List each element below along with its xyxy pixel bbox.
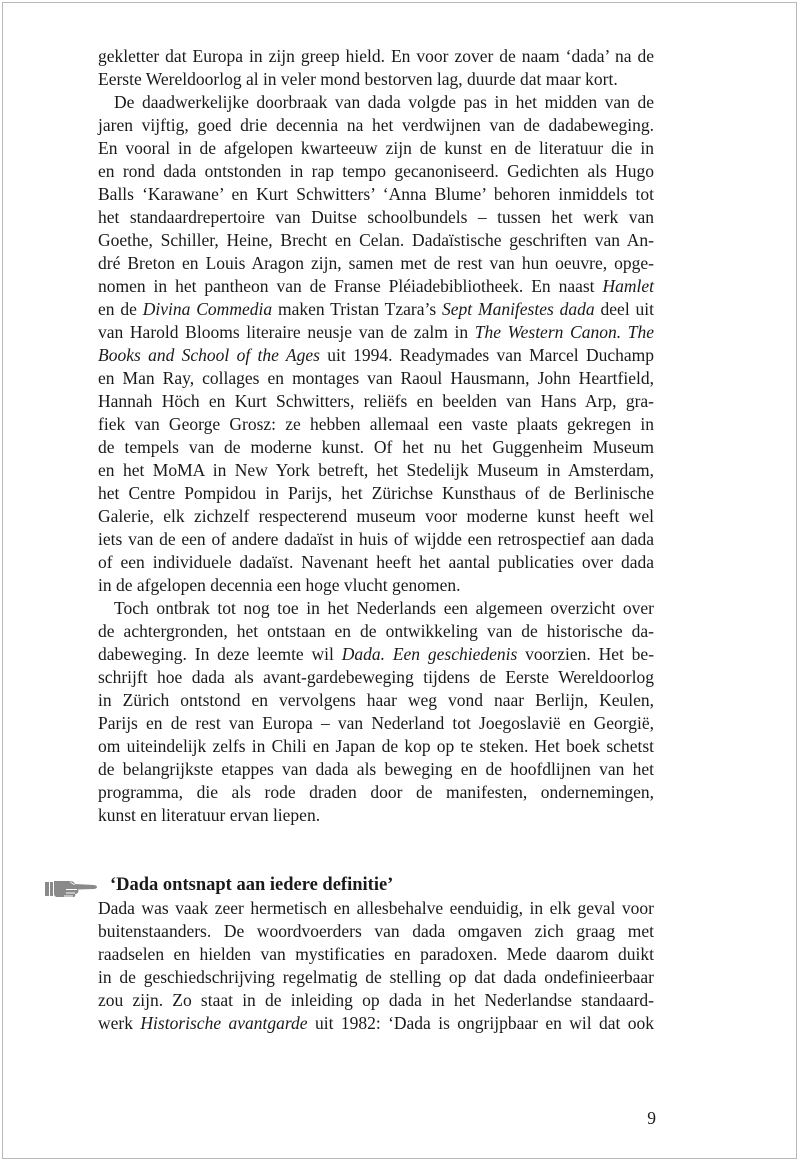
- text-segment: deel uit: [600, 299, 655, 319]
- italic-title: Hamlet: [602, 276, 655, 296]
- italic-title: Divina Commedia: [142, 299, 273, 319]
- section-heading-marker: [44, 870, 98, 904]
- text-line: fiek van George Grosz: ze hebben allemaal een vaste plaats gekregen in: [98, 414, 654, 434]
- text-line: in Zürich ontstond en vervolgens haar weg vond naar Berlijn, Keulen,: [98, 690, 654, 710]
- text-line: en Man Ray, collages en montages van Raoul Hausmann, John Heartfield,: [98, 368, 654, 388]
- italic-title: Books and School of the Ages: [98, 345, 320, 365]
- text-line: [98, 344, 654, 367]
- section-heading: ‘Dada ontsnapt aan iedere definitie’: [110, 875, 394, 895]
- text-line: [98, 298, 654, 321]
- text-line: de tempels van de moderne kunst. Of het nu het Guggenheim Museum: [98, 437, 654, 457]
- text-line: kunst en literatuur ervan liepen.: [98, 805, 321, 825]
- italic-title: The Western Canon. The: [474, 322, 654, 342]
- text-segment: uit 1982: ‘Dada is ongrijpbaar en wil dat ook: [314, 1013, 655, 1033]
- text-line: [98, 275, 654, 298]
- text-line: [98, 1012, 654, 1035]
- text-line: Galerie, elk zichzelf respecterend museum voor moderne kunst heeft wel: [98, 506, 654, 526]
- text-line: [98, 643, 654, 666]
- text-segment: uit 1994. Readymades van Marcel Duchamp: [327, 345, 655, 365]
- text-line: en rond dada ontstonden in rap tempo gecanoniseerd. Gedichten als Hugo: [98, 161, 654, 181]
- page-number: 9: [647, 1108, 656, 1128]
- text-line: het standaardrepertoire van Duitse schoolbundels – tussen het werk van: [98, 207, 654, 227]
- text-line: Eerste Wereldoorlog al in veler mond bestorven lag, duurde dat maar kort.: [98, 69, 618, 89]
- italic-title: Dada. Een geschiedenis: [341, 644, 518, 664]
- text-line: Balls ‘Karawane’ en Kurt Schwitters’ ‘Anna Blume’ behoren inmiddels tot: [98, 184, 654, 204]
- text-line: schrijft hoe dada als avant-gardebeweging tijdens de Eerste Wereldoorlog: [98, 667, 654, 687]
- text-line: de achtergronden, het ontstaan en de ontwikkeling van de historische da-: [98, 621, 654, 641]
- text-segment: van Harold Blooms literaire neusje van de zalm in: [98, 322, 469, 342]
- text-segment: werk: [98, 1013, 133, 1033]
- text-line: Dada was vaak zeer hermetisch en allesbehalve eenduidig, in elk geval voor: [98, 898, 654, 918]
- text-line: in de afgelopen decennia een hoge vlucht genomen.: [98, 575, 461, 595]
- text-segment: en de: [98, 299, 137, 319]
- text-line: De daadwerkelijke doorbraak van dada volgde pas in het midden van de: [114, 92, 654, 112]
- text-segment: nomen in het pantheon van de Franse Pléiadebibliotheek. En naast: [98, 276, 595, 296]
- body-text-section-1: [98, 45, 654, 827]
- text-line: raadselen en hielden van mystificaties en paradoxen. Mede daarom duikt: [98, 944, 654, 964]
- text-line: het Centre Pompidou in Parijs, het Zürichse Kunsthaus of de Berlinische: [98, 483, 654, 503]
- text-line: Parijs en de rest van Europa – van Nederland tot Joegoslavië en Georgië,: [98, 713, 654, 733]
- text-line: gekletter dat Europa in zijn greep hield. En voor zover de naam ‘dada’ na de: [98, 46, 654, 66]
- body-text-section-2: [98, 897, 654, 1035]
- text-line: de belangrijkste etappes van dada als beweging en de hoofdlijnen van het: [98, 759, 654, 779]
- text-segment: maken Tristan Tzara’s: [277, 299, 437, 319]
- text-line: jaren vijftig, goed drie decennia na het verdwijnen van de dadabeweging.: [98, 115, 654, 135]
- text-line: En vooral in de afgelopen kwarteeuw zijn de kunst en de literatuur die in: [98, 138, 654, 158]
- pointing-hand-icon: [44, 873, 98, 901]
- text-line: Toch ontbrak tot nog toe in het Nederlands een algemeen overzicht over: [114, 598, 654, 618]
- text-line: programma, die als rode draden door de manifesten, ondernemingen,: [98, 782, 654, 802]
- text-line: en het MoMA in New York betreft, het Stedelijk Museum in Amsterdam,: [98, 460, 654, 480]
- text-line: in de geschiedschrijving regelmatig de stelling op dat dada ondefinieerbaar: [98, 967, 654, 987]
- text-segment: voorzien. Het be-: [525, 644, 655, 664]
- text-line: Hannah Höch en Kurt Schwitters, reliëfs en beelden van Hans Arp, gra-: [98, 391, 654, 411]
- italic-title: Sept Manifestes dada: [442, 299, 595, 319]
- text-line: iets van de een of andere dadaïst in huis of wijdde een retrospectief aan dada: [98, 529, 654, 549]
- italic-title: Historische avantgarde: [140, 1013, 308, 1033]
- text-line: buitenstaanders. De woordvoerders van dada omgaven zich graag met: [98, 921, 654, 941]
- text-segment: dabeweging. In deze leemte wil: [98, 644, 334, 664]
- text-line: Goethe, Schiller, Heine, Brecht en Celan. Dadaïstische geschriften van An-: [98, 230, 654, 250]
- text-line: of een individuele dadaïst. Navenant heeft het aantal publicaties over dada: [98, 552, 654, 572]
- text-line: dré Breton en Louis Aragon zijn, samen met de rest van hun oeuvre, opge-: [98, 253, 654, 273]
- text-line: zou zijn. Zo staat in de inleiding op dada in het Nederlandse standaard-: [98, 990, 654, 1010]
- text-line: [98, 321, 654, 344]
- text-line: om uiteindelijk zelfs in Chili en Japan de kop op te steken. Het boek schetst: [98, 736, 654, 756]
